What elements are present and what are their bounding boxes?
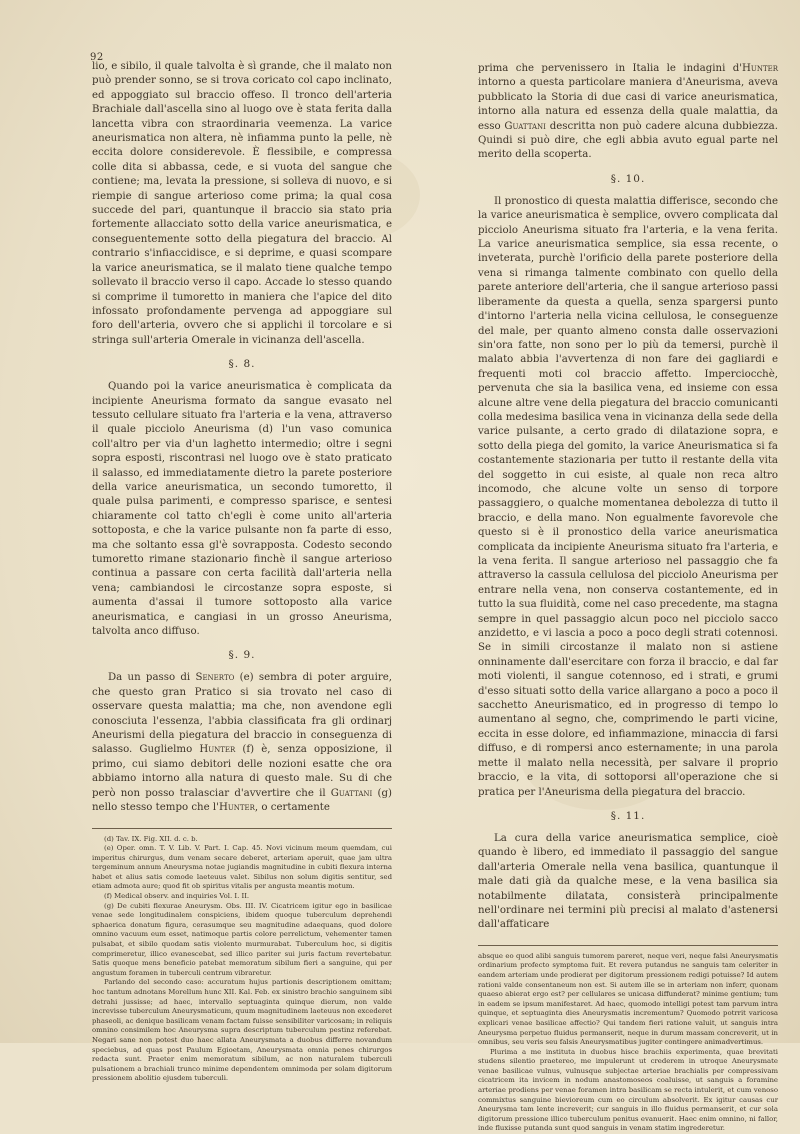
section-heading: §. 10. bbox=[610, 172, 646, 185]
footnote: absque eo quod alibi sanguis tumorem pareret, neque veri, neque falsi Aneurysmatis ordinarium profecto symptoma fuit. Et revera putandus ne sanguis tam celeriter in eandem arteriam unde prodierat per digitorum pressionem redigi potuisse? Id autem rationi valde consentaneum non est. Si autem ille se in arteriam non inferr, quonam quaeso abierat ergo est? per cellulares se unicasa diffunderat? minime gentium; tum in eadem se ipsum manifestaret. Ad haec, quomodo intelligi potest tam parvum intra quinque, et septuaginta dies Aneurysmatis incrementum? Quomodo potrrit varicosa explicari venae basilicae affectio? Qui tandem fieri ratione valuit, ut sanguis intra Aneurysma perpetuo fluidus permanserit, neque in durum massam concreverit, ut in omnibus, seu veris seu falsis Aneurysmatibus jugiter contingere animadvertimus. bbox=[478, 951, 778, 1047]
footnote: (f) Medical observ. and inquiries Vol. I. II. bbox=[104, 892, 250, 901]
author-name: Senerto bbox=[195, 672, 235, 684]
left-column bbox=[92, 60, 392, 1084]
footnote: Plurima a me instituta in duobus hisce brachiis experimenta, quae brevitati studens silentio praetereo, me impulerunt ut crederem in utroque Aneurysmate venae basilicae vulnus, vulnusque subjectae arteriae brachialis per compressivam cicatricem ita invicem in nodum anastomoseos coaluisse, ut sanguis a foramine arteriae prodiens per venae foramen intra basilicam se recta intulerit, et cum venoso commixtus sanguine bievioreum cum eo circulum absolverit. Ex igitur causas cur Aneurysma tam lente increverit; cur sanguis in illo fluidus permanserit, et cur sola digitorum pressione illico tuberculum penitus evanuerit. Haec enim omnino, ni fallor, inde fluxisse putanda sunt quod sanguis in venam statim ingrederetur. bbox=[478, 1047, 778, 1133]
author-name: Hunter bbox=[199, 744, 236, 756]
text-run: , o certamente bbox=[254, 802, 330, 814]
footnote: Parlando del secondo caso: accuratum hujus partionis descriptionem omittam; hoc tantum adnotans Morellum hunc XII. Kal. Feb. ex sinistro brachio sanguinem sibi detrahi jussisse; ad haec, intervallo septuaginta quinque dierum, non valde increvisse tuberculum Aneurysmaticum, quum magnitudinem laeteuus non excederet phaseoli, ac denique basilicam venam factam fuisse sensibiliter varicosam; in reliquis omnino consimilem hoc Aneurysma supra descriptum tuberculum pestinz referebat. Negari sane non potest duo haec allata Aneurysmata a duobus differre novandum speciebus, ad quas post Paulum Egioetam, Aneurysmata omnia penes chirurgos redacta sunt. Praeter enim memoratum sibilum, ac non naturalem tuberculi pulsationem a brachiali trunco minime dependentem omnimoda per solam digitorum pressionem abolitio ejusdem tuberculi. bbox=[92, 978, 392, 1083]
author-name: Guattani bbox=[504, 120, 546, 132]
footnote-rule bbox=[478, 945, 778, 946]
text-run: prima che pervenissero in Italia le indagini d' bbox=[478, 63, 743, 74]
text-run: descritta non può cadere alcuna dubbiezza. Quindi si può dire, che egli abbia avuto egual parte nel merito della scoperta. bbox=[478, 120, 778, 161]
right-column bbox=[478, 62, 778, 1134]
section-heading: §. 9. bbox=[228, 649, 256, 662]
page-number: 92 bbox=[90, 52, 104, 63]
footnote: (g) De cubiti flexurae Aneurysm. Obs. III. IV. Cicatricem igitur ego in basilicae venae sede longitudinalem conspiciens, ibidem quoque tuberculum deprehendi sphaerica donatum figura, cerasumque seu magnitudine adaequans, quod dolore omnino vacuum eum esset, natimoque partis colore perrelictum, vehementer tamen pulsabat, et sibilo quodam satis violento murmurabat. Tuberculum hoc, si digitis comprimeretur, illico evanescebat, sed illico pariter sui juris factum revertebatur. Satis quoque mens beneficio patebat memoratum sibilum fieri a sanguine, qui per angustum foramen in tuberculi centrum vibraretur. bbox=[92, 901, 392, 977]
footnote-rule bbox=[92, 828, 392, 829]
paragraph: La cura della varice aneurismatica semplice, cioè quando è libero, ed immediato il passaggio del sangue dall'arteria Omerale nella vena basilica, quantunque il male dati già da qualche mese, e la vena basilica sia notabilmente dilatata, consisterà principalmente nell'ordinare nei termini più precisi al malato d'astenersi dall'affaticare bbox=[478, 832, 778, 931]
text-run: (e) sembra di poter arguire, che questo gran Pratico si sia trovato nel caso di osservare questa malattia; ma che, non avendone egli conosciuta l'essenza, l'abbia classificata fra gli ordinarj Aneurismi della piegatura del braccio in conseguenza di salasso. Guglielmo bbox=[92, 672, 392, 756]
text-run: (g) nello stesso tempo che l' bbox=[92, 787, 392, 814]
paragraph: Quando poi la varice aneurismatica è complicata da incipiente Aneurisma formato da sangue evasato nel tessuto cellulare situato fra l'arteria e la vena, attraverso il quale picciolo Aneurisma (d) l'un vaso comunica coll'altro per via d'un laghetto intermedio; oltre i segni sopra esposti, riscontrasi nel luogo ove è stato praticato il salasso, ed immediatamente dietro la parete posteriore della varice aneurismatica, un secondo tumoretto, il quale pulsa parimenti, e compresso sparisce, e sentesi chiaramente col tatto ch'egli è come unito all'arteria sottoposta, e che la varice pulsante non fa parte di esso, ma che soltanto essa gl'è sovrapposta. Codesto secondo tumoretto rimane stazionario finchè il sangue arterioso continua a passare con certa facilità dall'arteria nella vena; cambiandosi le circostanze sopra esposte, si aumenta d'assai il tumore sottoposto alla varice aneurismatica, e cangiasi in un grosso Aneurisma, talvolta anco diffuso. bbox=[92, 381, 392, 638]
text-run: (f) è, senza opposizione, il primo, cui siamo debitori delle nozioni esatte che ora abbiamo intorno alla natura di questo male. Su di che però non posso tralasciar d'avvertire che il bbox=[92, 744, 392, 799]
text-run: intorno a questa particolare maniera d'Aneurisma, aveva pubblicato la Storia di due casi di varice aneurismatica, intorno alla natura ed essenza della quale malattia, da esso bbox=[478, 77, 778, 132]
footnote: (e) Oper. omn. T. V. Lib. V. Part. I. Cap. 45. Novi vicinum meum quemdam, cui imperitus chirurgus, dum venam secare deberet, arteriam aperuit, quae jam ultra tergeminum annum Aneurysma notae jugiandis magnitudine in cubiti flexura interna habet et alius satis comode laeteuus valet. Sibilus non solum digitis sentitur, sed etiam admota aure; quod fit ob spiritus vitalis per angusta meantis motum. bbox=[92, 844, 392, 891]
section-heading: §. 11. bbox=[610, 809, 646, 822]
footnote: (d) Tav. IX. Fig. XII. d. c. b. bbox=[104, 834, 198, 843]
section-heading: §. 8. bbox=[228, 358, 256, 371]
paragraph bbox=[92, 671, 392, 815]
author-name: Guattani bbox=[330, 787, 373, 799]
paragraph: lio, e sibilo, il quale talvolta è sì grande, che il malato non può prender sonno, se si trova coricato col capo inclinato, ed appoggiato sul braccio offeso. Il tronco dell'arteria Brachiale dall'ascella sino al luogo ove è stata ferita dalla lancetta vibra con straordinaria veemenza. La varice aneurismatica non altera, nè infiamma punto la pelle, nè eccita dolore considerevole. È flessibile, e compressa colle dita si abbassa, cede, e si vuota del sangue che contiene; ma, levata la pressione, si solleva di nuovo, e si riempie di sangue arterioso come prima; la qual cosa succede del pari, quantunque il braccio sia stato pria fortemente allacciato sotto della varice aneurismatica, e conseguentemente sotto della piegatura del braccio. Al contrario s'infiaccidisce, e si deprime, e quasi scompare la varice aneurismatica, se il malato tiene qualche tempo sollevato il braccio verso il capo. Accade lo stesso quando si comprime il tumoretto in maniera che l'apice del dito infossato profondamente pervenga ad appoggiare sul foro dell'arteria, ovvero che si applichi il torcolare e si stringa sull'arteria Omerale in vicinanza dell'ascella. bbox=[92, 61, 392, 346]
paragraph: Il pronostico di questa malattia differisce, secondo che la varice aneurismatica è semplice, ovvero complicata dal picciolo Aneurisma situato fra l'arteria, e la vena ferita. La varice aneurismatica semplice, sia essa recente, o inveterata, purchè l'orificio della parete posteriore della vena si rimanga talmente combinato con quello della parete anteriore dell'arteria, che il sangue arterioso passi liberamente da questa a quella, senza spargersi punto d'intorno l'arteria nella vicina cellulosa, le conseguenze del male, per quanto almeno consta dalle osservazioni sin'ora fatte, non sono per lo più da temersi, purchè il malato abbia l'avvertenza di non fare dei gagliardi e frequenti moti col braccio affetto. Imperciocchè, pervenuta che sia la basilica vena, ed insieme con essa alcune altre vene della piegatura del braccio comunicanti colla medesima basilica vena in vicinanza della sede della varice pulsante, a certo grado di dilatazione sopra, e sotto della piega del gomito, la varice Aneurismatica si fa costantemente stazionaria per tutto il restante della vita del soggetto in cui esiste, al quale non reca altro incomodo, che alcune volte un senso di torpore passaggiero, o qualche momentanea debolezza di tutto il braccio, e della mano. Non egualmente favorevole che questo si è il pronostico della varice aneurismatica complicata da incipiente Aneurisma situato fra l'arteria, e la vena ferita. Il sangue arterioso nel passaggio che fa attraverso la cassula cellulosa del picciolo Aneurisma per entrare nella vena, non conserva costantemente, ed in tutto la sua fluidità, come nel caso precedente, ma stagna sempre in quel passaggio alcun poco nel picciolo sacco anzidetto, e vi lascia a poco a poco degli strati cotennosi. Se in simili circostanze il malato non si astiene onninamente dall'esercitare con forza il braccio, e dal far moti violenti, il sangue cotennoso, ed i strati, e grumi d'esso situati sotto della varice allargano a poco a poco il sacchetto Aneurismatico, ed in progresso di tempo lo aumentano al segno, che, comprimendo le parti vicine, eccita in esse dolore, ed infiammazione, minaccia di farsi diffuso, e di rompersi anco esternamente; in una parola mette il malato nella necessità, per salvare il proprio braccio, e la vita, di sottoporsi all'operazione che si pratica per l'Aneurisma della piegatura del braccio. bbox=[478, 195, 778, 798]
paragraph bbox=[478, 62, 778, 163]
author-name: Hunter bbox=[742, 63, 778, 74]
text-run: Da un passo di bbox=[108, 672, 196, 684]
author-name: Hunter bbox=[218, 802, 255, 814]
